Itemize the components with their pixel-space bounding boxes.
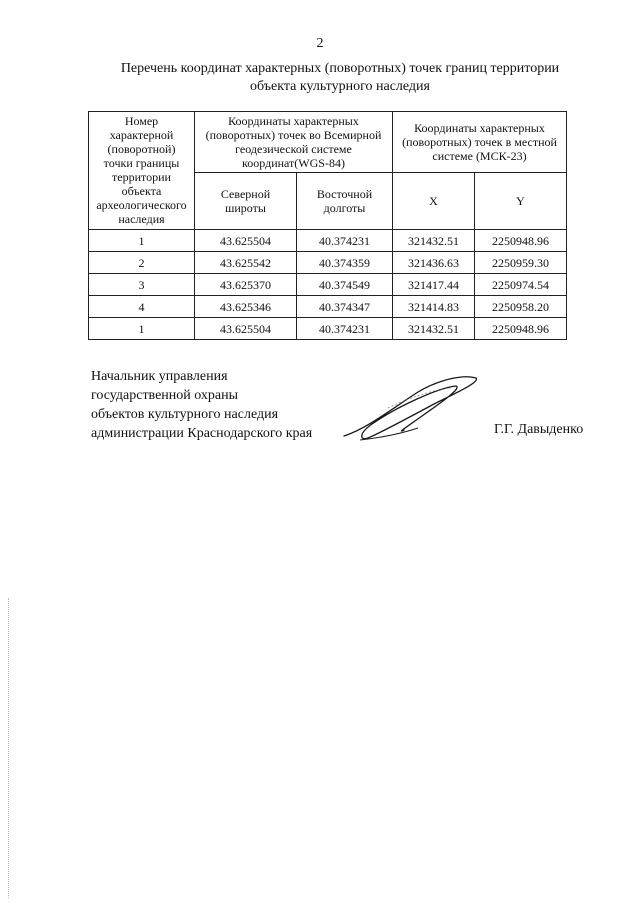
cell-longitude: 40.374347 [297, 296, 393, 318]
header-latitude: Северной широты [195, 173, 297, 230]
cell-x: 321432.51 [393, 318, 475, 340]
scan-margin-line [8, 598, 10, 898]
cell-point-number: 1 [89, 318, 195, 340]
cell-longitude: 40.374549 [297, 274, 393, 296]
table-row [89, 230, 567, 252]
cell-y: 2250959.30 [475, 252, 567, 274]
cell-latitude: 43.625370 [195, 274, 297, 296]
cell-y: 2250948.96 [475, 318, 567, 340]
header-longitude: Восточной долготы [297, 173, 393, 230]
position-line: Начальник управления [91, 369, 228, 384]
table-row [89, 318, 567, 340]
header-point-number: Номер характерной (поворотной) точки границы территории объекта археологического наследия [89, 112, 195, 230]
cell-latitude: 43.625542 [195, 252, 297, 274]
cell-latitude: 43.625504 [195, 230, 297, 252]
cell-x: 321414.83 [393, 296, 475, 318]
title-line-2: объекта культурного наследия [250, 79, 430, 94]
document-title [60, 60, 620, 96]
signatory-position [91, 367, 312, 443]
coordinates-table [88, 111, 567, 340]
cell-point-number: 1 [89, 230, 195, 252]
cell-longitude: 40.374231 [297, 318, 393, 340]
cell-point-number: 2 [89, 252, 195, 274]
table-row [89, 252, 567, 274]
header-msk23-group: Координаты характерных (поворотных) точек в местной системе (МСК-23) [393, 112, 567, 173]
position-line: администрации Краснодарского края [91, 426, 313, 441]
cell-x: 321417.44 [393, 274, 475, 296]
cell-y: 2250974.54 [475, 274, 567, 296]
cell-point-number: 4 [89, 296, 195, 318]
header-x: X [393, 173, 475, 230]
position-line: объектов культурного наследия [91, 407, 279, 422]
table-row [89, 274, 567, 296]
cell-longitude: 40.374359 [297, 252, 393, 274]
page-number: 2 [316, 36, 324, 51]
cell-y: 2250948.96 [475, 230, 567, 252]
cell-y: 2250958.20 [475, 296, 567, 318]
cell-latitude: 43.625504 [195, 318, 297, 340]
cell-x: 321432.51 [393, 230, 475, 252]
cell-latitude: 43.625346 [195, 296, 297, 318]
cell-point-number: 3 [89, 274, 195, 296]
header-y: Y [475, 173, 567, 230]
signer-name: Г.Г. Давыденко [494, 422, 584, 437]
position-line: государственной охраны [91, 388, 239, 403]
cell-x: 321436.63 [393, 252, 475, 274]
table-row [89, 296, 567, 318]
header-wgs84-group: Координаты характерных (поворотных) точек во Всемирной геодезической системе координат(WGS-84) [195, 112, 393, 173]
cell-longitude: 40.374231 [297, 230, 393, 252]
title-line-1: Перечень координат характерных (поворотных) точек границ территории [120, 61, 560, 76]
handwritten-signature [338, 368, 488, 453]
